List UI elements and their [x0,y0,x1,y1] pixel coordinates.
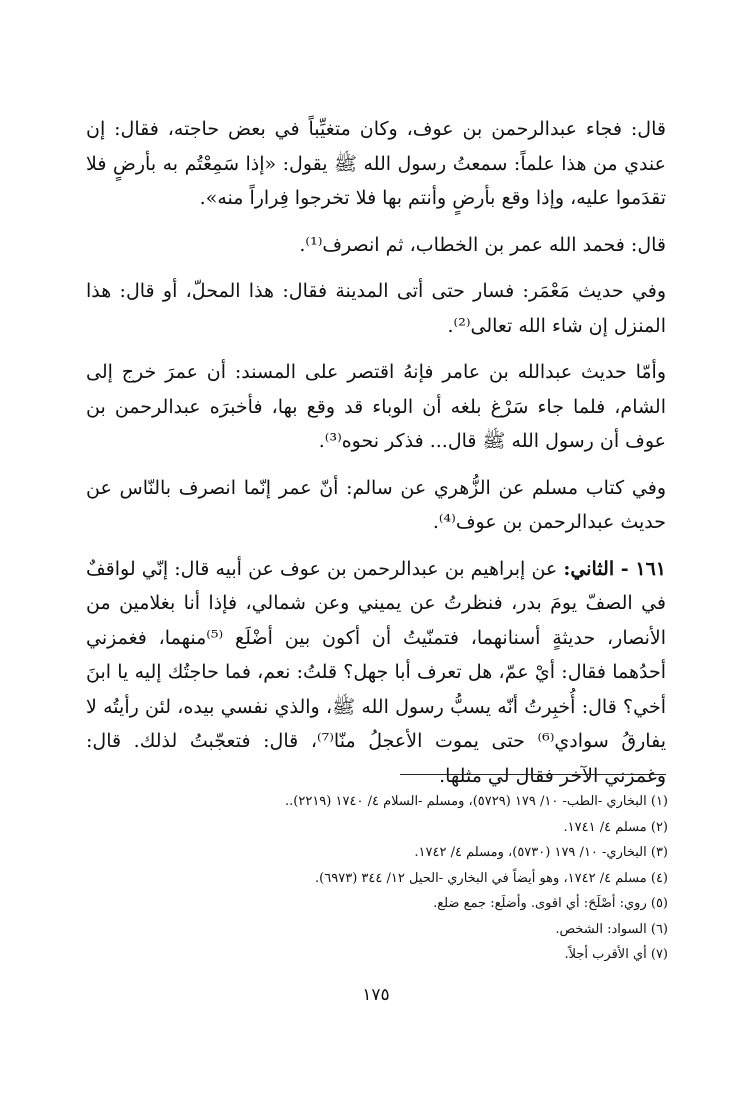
page-number: ١٧٥ [362,985,390,1005]
paragraph: وفي كتاب مسلم عن الزُّهري عن سالم: أنّ عمر إنّما انصرف بالنّاس عن حديث عبدالرحمن بن عوف⁽⁴⁾. [86,476,666,533]
main-text [86,112,666,805]
footnotes [86,789,668,968]
footnote: (٦) السواد: الشخص. [555,921,668,937]
footnote: (٣) البخاري- ١٠/ ١٧٩ (٥٧٣٠)، ومسلم ٤/ ١٧٤٢. [414,845,668,860]
footnote-divider [400,774,666,775]
paragraph: وفي حديث مَعْمَر: فسار حتى أتى المدينة فقال: هذا المحلّ، أو قال: هذا المنزل إن شاء الله تعالى⁽²⁾. [86,280,666,337]
hadith-text: عن إبراهيم بن عبدالرحمن بن عوف عن أبيه قال: إنّي لواقفٌ في الصفّ يومَ بدر، فنظرتُ عن يميني وعن شمالي، فإذا أنا بغلامين من الأنصار، حديثةٍ أسنانهما، فتمنّيتُ أن أكون بين أضْلَع ⁽⁵⁾منهما، فغمزني أحدُهما فقال: أيْ عمّ، هل تعرف أبا جهل؟ قلتُ: نعم، فما حاجتُك إليه يا ابنَ أخي؟ قال: أُخبِرتُ أنّه يسبُّ رسول الله ﷺ، والذي نفسي بيده، لئن رأيتُه لا يفارقُ سوادي⁽⁶⁾ حتى يموت الأعجلُ منّا⁽⁷⁾، قال: فتعجّبتُ لذلك. قال: وغمزني الآخر فقال لي مثلها. [86,557,666,787]
paragraph: قال: فحمد الله عمر بن الخطاب، ثم انصرف⁽¹⁾. [299,233,666,256]
hadith-number: ١٦١ - الثاني: [563,557,666,580]
footnote: (٧) أي الأقرب أجلاً. [564,947,668,962]
hadith-paragraph [86,552,666,794]
footnote: (٥) روي: أصْلَحَ: أي اقوى. وأضلَع: جمع ضلع. [433,896,668,911]
paragraph: قال: فجاء عبدالرحمن بن عوف، وكان متغيِّباً في بعض حاجته، فقال: إن عندي من هذا علماً: سمعتُ رسول الله ﷺ يقول: «إذا سَمِعْتُم به بأرضٍ فلا تقدَموا عليه، وإذا وقع بأرضٍ وأنتم بها فلا تخرجوا فِراراً منه». [86,118,666,209]
paragraph: وأمّا حديث عبدالله بن عامر فإنهُ اقتصر على المسند: أن عمرَ خرج إلى الشام، فلما جاء سَرْغ بلغه أن الوباء قد وقع بها، فأخبرَه عبدالرحمن بن عوف أن رسول الله ﷺ قال... فذكر نحوه⁽³⁾. [86,361,666,452]
footnote: (٢) مسلم ٤/ ١٧٤١. [563,819,668,835]
footnote: (١) البخاري -الطب- ١٠/ ١٧٩ (٥٧٢٩)، ومسلم -السلام ٤/ ١٧٤٠ (٢٢١٩).. [285,794,668,809]
footnote: (٤) مسلم ٤/ ١٧٤٢، وهو أيضاً في البخاري -الحيل ١٢/ ٣٤٤ (٦٩٧٣). [315,870,668,886]
